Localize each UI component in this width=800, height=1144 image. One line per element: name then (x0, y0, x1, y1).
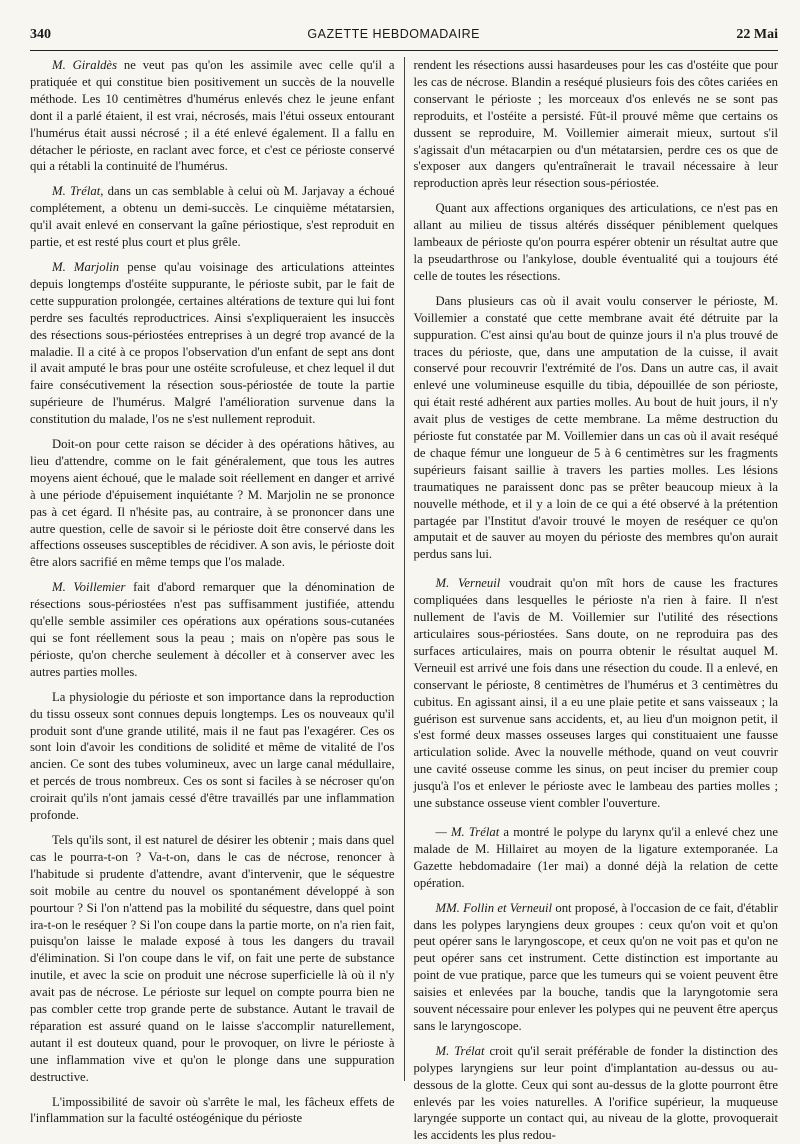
paragraph: rendent les résections aussi hasardeuses pour les cas d'ostéite que pour les cas de nécrose. Blandin a reséqué plusieurs fois des côtes cariées en conservant le périoste ; les morceaux d'os enlevés ne se sont pas reproduits, et l'ostéite a persisté. Fût-il prouvé même que certains os dussent se reproduire, M. Voillemier aimerait mieux, surtout s'il s'agissait d'un métacarpien ou d'un métatarsien, perdre ces os que de s'exposer aux dangers qu'entraînerait le travail nécessaire à leur reproduction après leur résection sous-périostée. (413, 58, 778, 191)
paragraph: M. Voillemier fait d'abord remarquer que la dénomination de résections sous-périostées n'est pas suffisamment justifiée, attendu qu'elle semble assimiler ces opérations aux opérations sous-cutanées qui se font réellement sous la peau ; mais on n'opère pas sous le périoste, qu'on cherche seulement à décoller et à conserver avec les autres parties molles. (30, 580, 395, 679)
paragraph: Dans plusieurs cas où il avait voulu conserver le périoste, M. Voillemier a constaté que cette membrane avait été détruite par la suppuration. C'est ainsi qu'au bout de quinze jours il n'a plus trouvé de traces du périoste, que, dans une amputation de la cuisse, il avait conservé pour recouvrir l'extrémité de l'os. Dans un autre cas, il avait enlevé une volumineuse esquille du tibia, dépouillée de son périoste, qui était resté adhérent aux parties molles. Au bout de huit jours, il n'y avait plus de vestiges de cette membrane. La même destruction du périoste fut constatée par M. Voillemier dans un cas où il avait reséqué de chaque fémur une longueur de 5 à 6 centimètres sur les fragments supérieurs faisant saillie à travers les parties molles. Les lésions traumatiques ne paraissent donc pas se prêter beaucoup mieux à la nouvelle méthode, et il y a loin de ce qui a été observé à la prétention partagée par l'Institut d'avoir trouvé le moyen de reséquer ce qu'on amputait et de sauver au moyen du périoste des membres qu'on aurait perdus sans lui. (413, 293, 778, 562)
paragraph: L'impossibilité de savoir où s'arrête le mal, les fâcheux effets de l'inflammation sur la faculté ostéogénique du périoste (30, 1094, 395, 1126)
page-number: 340 (30, 27, 51, 42)
paragraph: M. Verneuil voudrait qu'on mît hors de cause les fractures compliquées dans lesquelles le périoste n'a rien à faire. Il n'est nullement de l'avis de M. Voillemier sur l'utilité des résections articulaires sous-périostées. Sans doute, on ne reproduira pas des surfaces articulaires, mais on pourra obtenir le résultat auquel M. Verneuil est arrivé une fois dans une résection du coude. Il a enlevé, en conservant le périoste, 8 centimètres de l'humérus et 3 centimètres du cubitus. En agissant ainsi, il a eu une plaie petite et sans vaisseaux ; la guérison est survenue sans accidents, et, au lieu d'un moignon petit, il s'est formé deux masses osseuses larges qui constituaient une fausse articulation solide. Avec la nouvelle méthode, quand on veut couvrir une cavité osseuse comme les sinus, on peut inciser du premier coup jusqu'à l'os et enlever le périoste avec le lambeau des parties molles ; une substance osseuse vient combler l'ouverture. (413, 576, 778, 811)
header-rule (30, 50, 778, 51)
paragraph: — M. Trélat a montré le polype du larynx qu'il a enlevé chez une malade de M. Hillairet au moyen de la ligature extemporanée. La Gazette hebdomadaire (1er mai) a donné déjà la relation de cette opération. (413, 824, 778, 890)
issue-date: 22 Mai (736, 27, 778, 42)
paragraph: M. Trélat croit qu'il serait préférable de fonder la distinction des polypes laryngiens sur leur point d'implantation au-dessus ou au-dessous de la glotte. Ceux qui sont au-dessus de la glotte pourront être enlevés par les voies naturelles. A l'orifice supérieur, la muqueuse laryngée supporte un contact qui, au niveau de la glotte, provoquerait les accidents les plus redou- (413, 1043, 778, 1143)
paragraph: Tels qu'ils sont, il est naturel de désirer les obtenir ; mais dans quel cas le pourra-t-on ? Va-t-on, dans le cas de nécrose, renoncer à l'habitude si prudente d'attendre, avant d'intervenir, que le séquestre soit mobile au centre du nouvel os spontanément développé à son pourtour ? Si l'on n'attend pas la mobilité du séquestre, dans quel point ira-t-on le reséquer ? Si l'on coupe dans la partie morte, on n'a rien fait, puisqu'on laisse le malade exposé à tous les dangers du travail d'élimination. Si l'on coupe dans le vif, on fait une perte de substance inutile, et avec la scie on produit une nécrose superficielle là où il n'y avait pas de nécrose. Le périoste sur lequel on compte pourra bien ne pas combler cette trop grande perte de substance. Autant le travail de réparation est assuré quand on le laisse s'accomplir naturellement, autant il est douteux quand, pour le provoquer, on livre le périoste à une inflammation vive et qu'on le plonge dans une suppuration destructive. (30, 832, 395, 1084)
paragraph: Quant aux affections organiques des articulations, ce n'est pas en allant au milieu de tissus altérés disséquer péniblement quelques lambeaux de périoste qu'on pourra espérer obtenir un résultat autre que la pseudarthrose ou l'ankylose, double éventualité qui a toujours été celle de toutes les résections. (413, 201, 778, 283)
paragraph: MM. Follin et Verneuil ont proposé, à l'occasion de ce fait, d'établir dans les polypes laryngiens deux groupes : ceux qu'on voit et qu'on peut opérer sans le laryngoscope, et ceux qu'on ne voit pas et qu'on ne peut opérer sans cet instrument. Cette distinction est importante au point de vue pratique, parce que les tumeurs qui se voient peuvent être saisies et enlevées par la bouche, tandis que la laryngotomie sera souvent nécessaire pour enlever les polypes qui ne peuvent être aperçus sans le laryngoscope. (413, 900, 778, 1033)
right-column (404, 57, 779, 1143)
paragraph: La physiologie du périoste et son importance dans la reproduction du tissu osseux sont connues depuis longtemps. Les os nouveaux qu'il produit sont d'une grande utilité, mais il ne faut pas l'exagérer. Ces os sont loin d'avoir les conditions de solidité et même de vitalité de l'os ancien. Ce sont des tubes volumineux, avec un large canal médullaire, et percés de trous nombreux. Ces os sont si faciles à se nécroser qu'on croirait qu'ils n'ont jamais cessé d'être travaillés par une inflammation profonde. (30, 689, 395, 823)
paragraph: M. Marjolin pense qu'au voisinage des articulations atteintes depuis longtemps d'ostéite suppurante, le périoste subit, par le fait de cette suppuration prolongée, certaines altérations de texture qui lui font perdre ses facultés reproductrices. Ainsi s'expliqueraient les insuccès des résections sous-périostées entreprises à un degré trop avancé de la maladie. Il a cité à ce propos l'observation d'un enfant de sept ans dont il avait amputé le bras pour une ostéite scrofuleuse, et chez lequel il dut faire consécutivement la résection sous-périostée de toute la partie supérieure de l'humérus. Malgré l'amélioration survenue dans la constitution du malade, l'os ne s'est nullement reproduit. (30, 259, 395, 427)
paragraph: M. Giraldès ne veut pas qu'on les assimile avec celle qu'il a pratiquée et qui constitue bien positivement un succès de la nouvelle méthode. Les 10 centimètres d'humérus enlevés chez le jeune enfant dont il a parlé étaient, il est vrai, nécrosés, mais l'étui osseux entourant l'humérus était aussi nécrosé ; il a été enlevé également. Il a fallu en détacher le périoste, en raclant avec force, et c'est ce périoste conservé qui a rétabli la continuité de l'humérus. (30, 58, 395, 174)
page-header (30, 27, 778, 47)
paragraph: M. Trélat, dans un cas semblable à celui où M. Jarjavay a échoué complétement, a obtenu un demi-succès. Le cinquième métatarsien, qu'il avait enlevé en conservant la gaîne périostique, s'est reproduit en partie, et est resté plus court et plus grêle. (30, 184, 395, 250)
paragraph: Doit-on pour cette raison se décider à des opérations hâtives, au lieu d'attendre, comme on le fait généralement, que tous les autres moyens aient échoué, que le malade soit réellement en danger et arrivé à une période d'épuisement inquiétante ? M. Marjolin ne se prononce pas à cet égard. Il n'hésite pas, au contraire, à se prononcer dans une autre question, celle de savoir si le périoste doit être conservé dans les affections osseuses susceptibles de récidiver. A son avis, le périoste doit être alors sacrifié en même temps que l'os malade. (30, 437, 395, 570)
left-column (30, 57, 404, 1126)
journal-title: GAZETTE HEBDOMADAIRE (307, 27, 480, 41)
text-columns (30, 57, 778, 1143)
